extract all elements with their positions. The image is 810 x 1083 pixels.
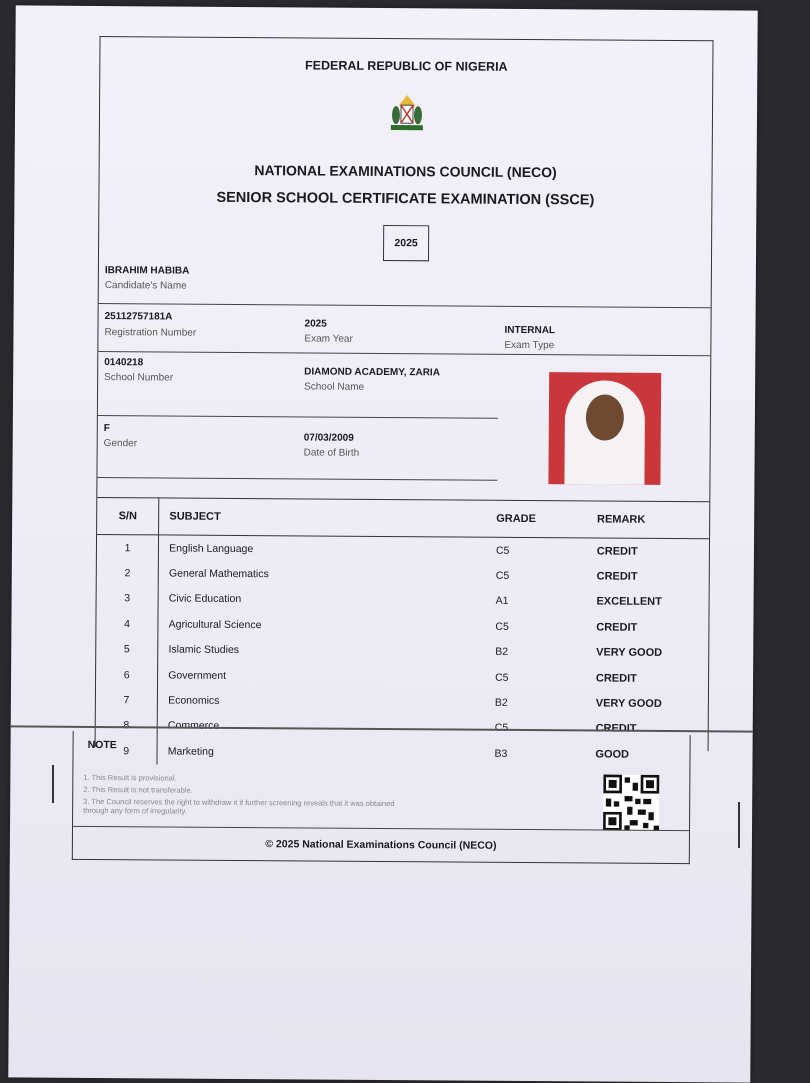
- republic-title: FEDERAL REPUBLIC OF NIGERIA: [305, 58, 508, 74]
- row-subject: Marketing: [167, 745, 214, 758]
- result-frame: [95, 36, 714, 761]
- divider: [98, 351, 710, 357]
- row-remark: VERY GOOD: [596, 646, 663, 660]
- row-grade: C5: [495, 569, 510, 582]
- row-subject: Agricultural Science: [168, 618, 262, 632]
- row-grade: A1: [495, 595, 509, 608]
- row-grade: B2: [495, 646, 509, 659]
- coat-of-arms-icon: [385, 91, 429, 135]
- row-grade: C5: [495, 671, 509, 684]
- gender-label: Gender: [103, 438, 138, 450]
- header-sn: S/N: [97, 498, 159, 535]
- row-sn: 6: [96, 662, 158, 688]
- note-item: 1. This Result is provisional.: [83, 772, 177, 783]
- row-remark: CREDIT: [596, 570, 638, 583]
- header-remark: REMARK: [596, 501, 709, 539]
- row-remark: VERY GOOD: [595, 697, 662, 710]
- candidate-photo: [548, 372, 661, 485]
- photo-face: [586, 394, 624, 440]
- row-subject: Economics: [168, 694, 220, 707]
- binder-mark: [52, 765, 54, 803]
- copyright-text: © 2025 National Examinations Council (NECO): [265, 838, 497, 852]
- divider: [99, 303, 711, 309]
- row-remark: GOOD: [595, 748, 630, 761]
- school-name: DIAMOND ACADEMY, ZARIA: [304, 366, 440, 379]
- row-grade: B2: [494, 696, 508, 709]
- divider: [97, 477, 497, 481]
- row-remark: CREDIT: [595, 672, 637, 685]
- note-item: 2. This Result is not transferable.: [83, 784, 193, 795]
- registration-label: Registration Number: [104, 327, 197, 339]
- date-of-birth: 07/03/2009: [303, 432, 354, 444]
- binder-mark: [738, 802, 740, 848]
- exam-year-label: Exam Year: [304, 333, 353, 345]
- school-number: 0140218: [104, 357, 144, 369]
- row-subject: Government: [168, 669, 227, 682]
- note-item: 3. The Council reserves the right to withdraw it if further screening reveals that it was obtained through any form of irregularity.: [83, 796, 395, 816]
- row-grade: B3: [494, 747, 508, 760]
- row-sn: 2: [97, 560, 159, 586]
- school-name-label: School Name: [304, 381, 365, 393]
- school-number-label: School Number: [104, 372, 174, 384]
- exam-title: SENIOR SCHOOL CERTIFICATE EXAMINATION (SSCE): [216, 189, 595, 209]
- divider: [98, 415, 498, 419]
- exam-type-label: Exam Type: [504, 339, 555, 352]
- row-grade: C5: [495, 620, 509, 633]
- exam-year: 2025: [304, 318, 327, 330]
- row-grade: C5: [495, 544, 510, 557]
- gender: F: [103, 423, 110, 435]
- council-title: NATIONAL EXAMINATIONS COUNCIL (NECO): [254, 162, 557, 181]
- header-grade: GRADE: [495, 500, 596, 538]
- row-sn: 1: [97, 535, 159, 561]
- date-of-birth-label: Date of Birth: [303, 447, 360, 459]
- notes-section: [72, 731, 691, 864]
- qr-code-icon: [603, 775, 659, 831]
- row-subject: Islamic Studies: [168, 643, 240, 657]
- exam-year-box: 2025: [383, 225, 429, 261]
- row-subject: Civic Education: [168, 592, 242, 606]
- registration-number: 25112757181A: [104, 311, 173, 323]
- row-sn: 5: [96, 637, 158, 663]
- row-remark: CREDIT: [596, 621, 638, 634]
- row-sn: 3: [97, 586, 159, 612]
- row-sn: 9: [95, 738, 157, 764]
- row-subject: English Language: [169, 542, 254, 555]
- candidate-name: IBRAHIM HABIBA: [104, 265, 190, 277]
- header-subject: SUBJECT: [159, 498, 496, 537]
- row-subject: General Mathematics: [168, 567, 269, 581]
- row-remark: EXCELLENT: [596, 595, 662, 609]
- divider: [73, 826, 689, 832]
- exam-type: INTERNAL: [504, 324, 556, 337]
- candidate-name-label: Candidate's Name: [104, 280, 187, 292]
- row-remark: CREDIT: [596, 545, 638, 558]
- notes-title: NOTE: [87, 738, 117, 752]
- result-sheet: [8, 5, 757, 1082]
- row-sn: 7: [96, 687, 158, 713]
- row-sn: 4: [96, 611, 158, 637]
- table-header-row: [97, 498, 709, 539]
